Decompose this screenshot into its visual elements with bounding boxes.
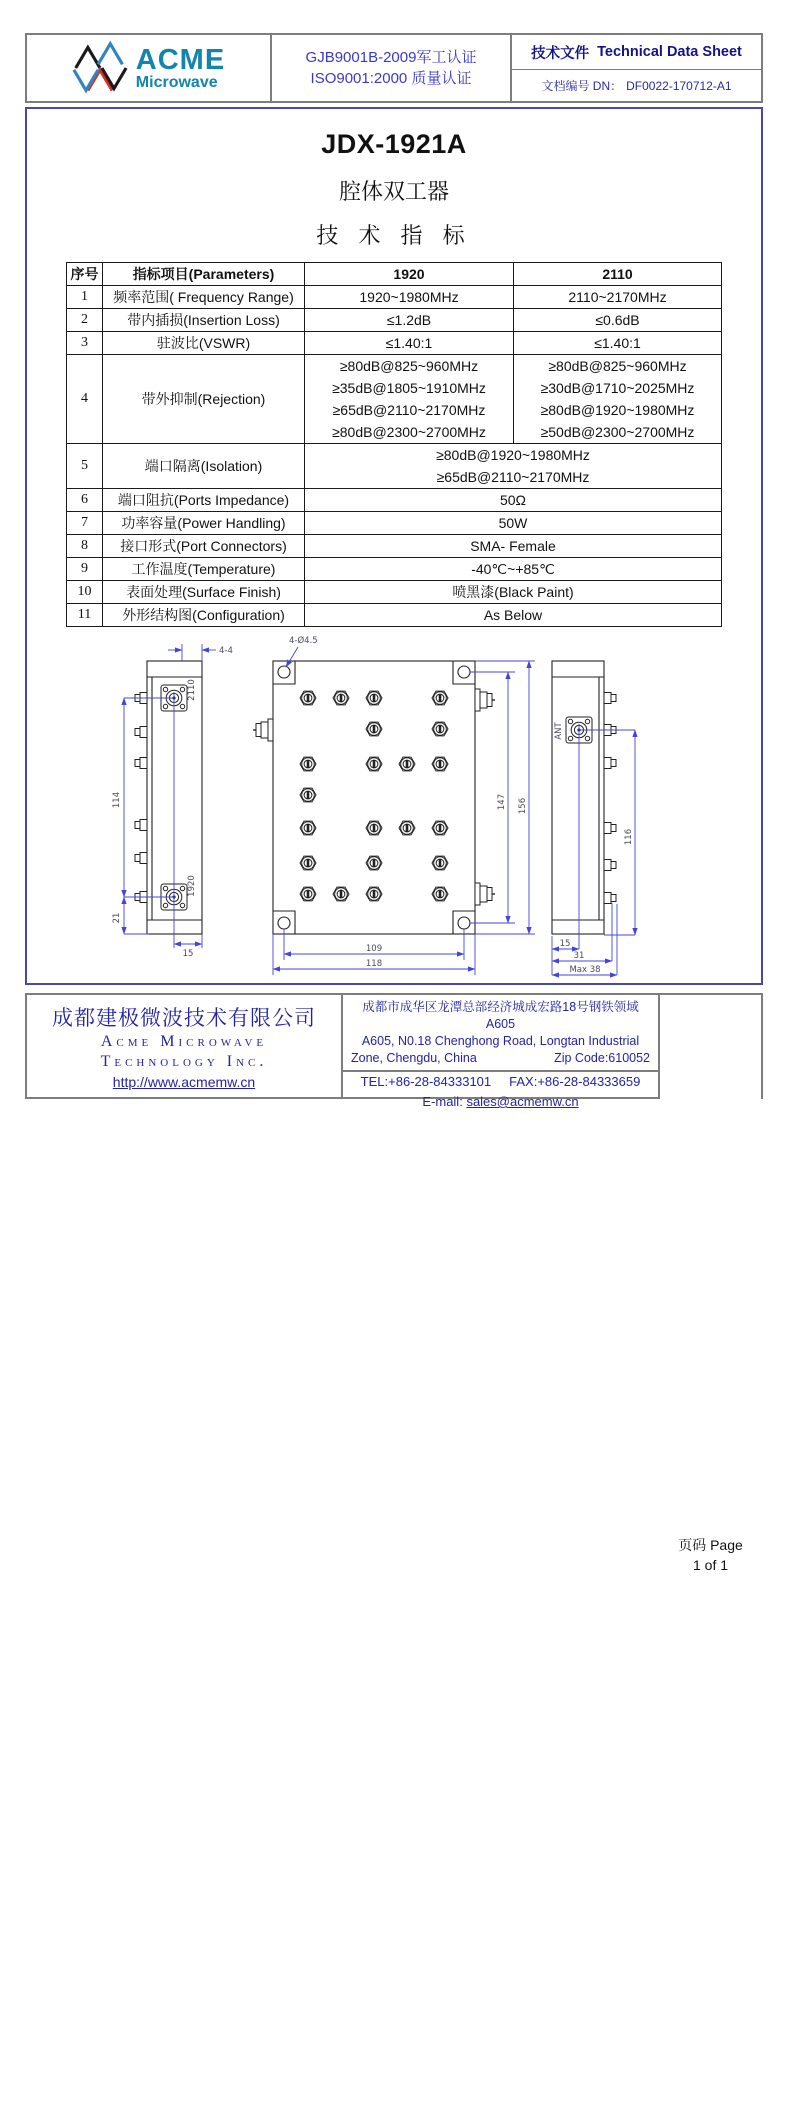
doc-type-cn: 技术文件 bbox=[531, 45, 590, 62]
model-title: JDX-1921A bbox=[321, 129, 467, 159]
hole-callout: 4-Ø4.5 bbox=[289, 636, 318, 646]
row-no: 9 bbox=[67, 558, 103, 581]
company-address bbox=[343, 995, 658, 1072]
certifications bbox=[270, 35, 510, 101]
row-param: 带外抑制(Rejection) bbox=[103, 355, 305, 444]
email-link[interactable]: sales@acmemw.cn bbox=[466, 1094, 579, 1109]
rejection-values-2110 bbox=[514, 355, 722, 444]
table-row bbox=[67, 558, 722, 581]
isolation-line: ≥80dB@1920~1980MHz bbox=[436, 447, 590, 463]
port-label-1920: 1920 bbox=[187, 875, 197, 897]
dim-label: 4-4 bbox=[219, 646, 233, 656]
company-website-link[interactable]: http://www.acmemw.cn bbox=[112, 1074, 256, 1090]
row-param: 驻波比(VSWR) bbox=[103, 332, 305, 355]
row-value-1920: ≤1.40:1 bbox=[305, 332, 514, 355]
row-value-1920: 1920~1980MHz bbox=[305, 286, 514, 309]
product-title: 腔体双工器 bbox=[338, 179, 449, 204]
isolation-line: ≥65dB@2110~2170MHz bbox=[436, 469, 590, 485]
col-header-param: 指标项目(Parameters) bbox=[103, 263, 305, 286]
table-row-rejection bbox=[67, 355, 722, 444]
rejection-line: ≥65dB@2110~2170MHz bbox=[332, 402, 486, 418]
table-row bbox=[67, 604, 722, 627]
acme-logo-icon bbox=[72, 39, 128, 97]
company-name-en-1: Acme Microwave bbox=[100, 1033, 268, 1050]
row-param: 工作温度(Temperature) bbox=[103, 558, 305, 581]
table-row bbox=[67, 489, 722, 512]
row-param: 端口隔离(Isolation) bbox=[103, 444, 305, 489]
table-row bbox=[67, 535, 722, 558]
fax: FAX:+86-28-84333659 bbox=[509, 1074, 641, 1089]
row-value: 50W bbox=[305, 512, 722, 535]
doc-type-en: Technical Data Sheet bbox=[597, 44, 742, 61]
zip-code: Zip Code:610052 bbox=[554, 1051, 650, 1065]
row-param: 功率容量(Power Handling) bbox=[103, 512, 305, 535]
address-cn: 成都市成华区龙潭总部经济城成宏路18号钢铁领域A605 bbox=[362, 1000, 639, 1031]
section-title: 技 术 指 标 bbox=[316, 223, 472, 248]
row-no: 10 bbox=[67, 581, 103, 604]
dim-label: 116 bbox=[624, 828, 634, 846]
row-value-2110: ≤1.40:1 bbox=[514, 332, 722, 355]
footer-contact bbox=[341, 995, 660, 1109]
footer-company bbox=[27, 995, 341, 1097]
dim-label: 15 bbox=[559, 939, 571, 949]
rejection-line: ≥80dB@825~960MHz bbox=[339, 358, 479, 374]
doc-info bbox=[510, 35, 761, 101]
col-header-1920: 1920 bbox=[305, 263, 514, 286]
rejection-line: ≥30dB@1710~2025MHz bbox=[540, 380, 695, 396]
table-row bbox=[67, 581, 722, 604]
row-value: -40℃~+85℃ bbox=[305, 558, 722, 581]
dim-label: 156 bbox=[518, 797, 528, 815]
row-value: 喷黑漆(Black Paint) bbox=[305, 581, 722, 604]
address-en-1: A605, N0.18 Chenghong Road, Longtan Industrial bbox=[361, 1034, 640, 1048]
rejection-line: ≥35dB@1805~1910MHz bbox=[332, 380, 486, 396]
doc-number-label: 文档编号 DN： bbox=[541, 79, 623, 94]
page-label: 页码 Page bbox=[678, 1536, 743, 1553]
row-value: SMA- Female bbox=[305, 535, 722, 558]
row-no: 6 bbox=[67, 489, 103, 512]
row-no: 8 bbox=[67, 535, 103, 558]
table-row-isolation bbox=[67, 444, 722, 489]
row-no: 3 bbox=[67, 332, 103, 355]
rejection-line: ≥80dB@1920~1980MHz bbox=[540, 402, 695, 418]
rejection-values-1920 bbox=[305, 355, 514, 444]
col-header-no: 序号 bbox=[67, 263, 103, 286]
page-value: 1 of 1 bbox=[692, 1556, 729, 1573]
row-param: 端口阻抗(Ports Impedance) bbox=[103, 489, 305, 512]
address-en-2: Zone, Chengdu, China bbox=[351, 1051, 477, 1065]
row-param: 带内插损(Insertion Loss) bbox=[103, 309, 305, 332]
row-value-2110: 2110~2170MHz bbox=[514, 286, 722, 309]
row-no: 2 bbox=[67, 309, 103, 332]
row-no: 11 bbox=[67, 604, 103, 627]
row-param: 表面处理(Surface Finish) bbox=[103, 581, 305, 604]
configuration-drawing bbox=[27, 630, 761, 993]
dim-label: 109 bbox=[365, 944, 383, 954]
company-name-en-2: Technology Inc. bbox=[100, 1053, 268, 1070]
port-label-2110: 2110 bbox=[187, 679, 197, 701]
doc-number-row bbox=[512, 70, 761, 101]
port-label-ant: ANT bbox=[554, 722, 564, 740]
dim-label: Max 38 bbox=[569, 965, 601, 975]
row-value: 50Ω bbox=[305, 489, 722, 512]
company-logo bbox=[27, 35, 270, 101]
dim-label: 118 bbox=[365, 959, 383, 969]
cert-line-1: GJB9001B-2009军工认证 bbox=[305, 49, 477, 66]
rejection-line: ≥50dB@2300~2700MHz bbox=[540, 424, 695, 440]
dim-label: 147 bbox=[497, 793, 507, 811]
spec-table bbox=[66, 262, 722, 627]
row-param: 接口形式(Port Connectors) bbox=[103, 535, 305, 558]
table-row bbox=[67, 512, 722, 535]
technical-drawing bbox=[27, 630, 765, 988]
row-value: As Below bbox=[305, 604, 722, 627]
rejection-line: ≥80dB@825~960MHz bbox=[548, 358, 687, 374]
table-row bbox=[67, 332, 722, 355]
row-value-2110: ≤0.6dB bbox=[514, 309, 722, 332]
telephone: TEL:+86-28-84333101 bbox=[360, 1074, 492, 1089]
row-no: 4 bbox=[67, 355, 103, 444]
right-side-view bbox=[552, 661, 604, 934]
rejection-line: ≥80dB@2300~2700MHz bbox=[332, 424, 486, 440]
footer-tel-email bbox=[343, 1072, 658, 1112]
logo-wordmark: ACME bbox=[135, 43, 226, 76]
cert-line-2: ISO9001:2000 质量认证 bbox=[310, 70, 472, 87]
dim-label: 21 bbox=[112, 912, 122, 924]
dim-label: 15 bbox=[182, 949, 194, 959]
content-frame bbox=[25, 107, 763, 985]
col-header-2110: 2110 bbox=[514, 263, 722, 286]
table-row bbox=[67, 286, 722, 309]
doc-type bbox=[512, 35, 761, 70]
isolation-values bbox=[305, 444, 722, 489]
dim-label: 31 bbox=[573, 951, 585, 961]
row-no: 5 bbox=[67, 444, 103, 489]
row-value-1920: ≤1.2dB bbox=[305, 309, 514, 332]
row-param: 外形结构图(Configuration) bbox=[103, 604, 305, 627]
footer bbox=[25, 993, 763, 1573]
logo-subtitle: Microwave bbox=[135, 73, 218, 91]
footer-page-number bbox=[660, 995, 761, 2114]
row-no: 7 bbox=[67, 512, 103, 535]
row-no: 1 bbox=[67, 286, 103, 309]
row-param: 频率范围( Frequency Range) bbox=[103, 286, 305, 309]
company-name-cn: 成都建极微波技术有限公司 bbox=[52, 1007, 316, 1030]
email-label: E-mail: bbox=[422, 1094, 463, 1109]
table-header-row bbox=[67, 263, 722, 286]
doc-number-value: DF0022-170712-A1 bbox=[626, 78, 732, 93]
dim-label: 114 bbox=[112, 791, 122, 809]
table-row bbox=[67, 309, 722, 332]
header bbox=[25, 33, 763, 103]
